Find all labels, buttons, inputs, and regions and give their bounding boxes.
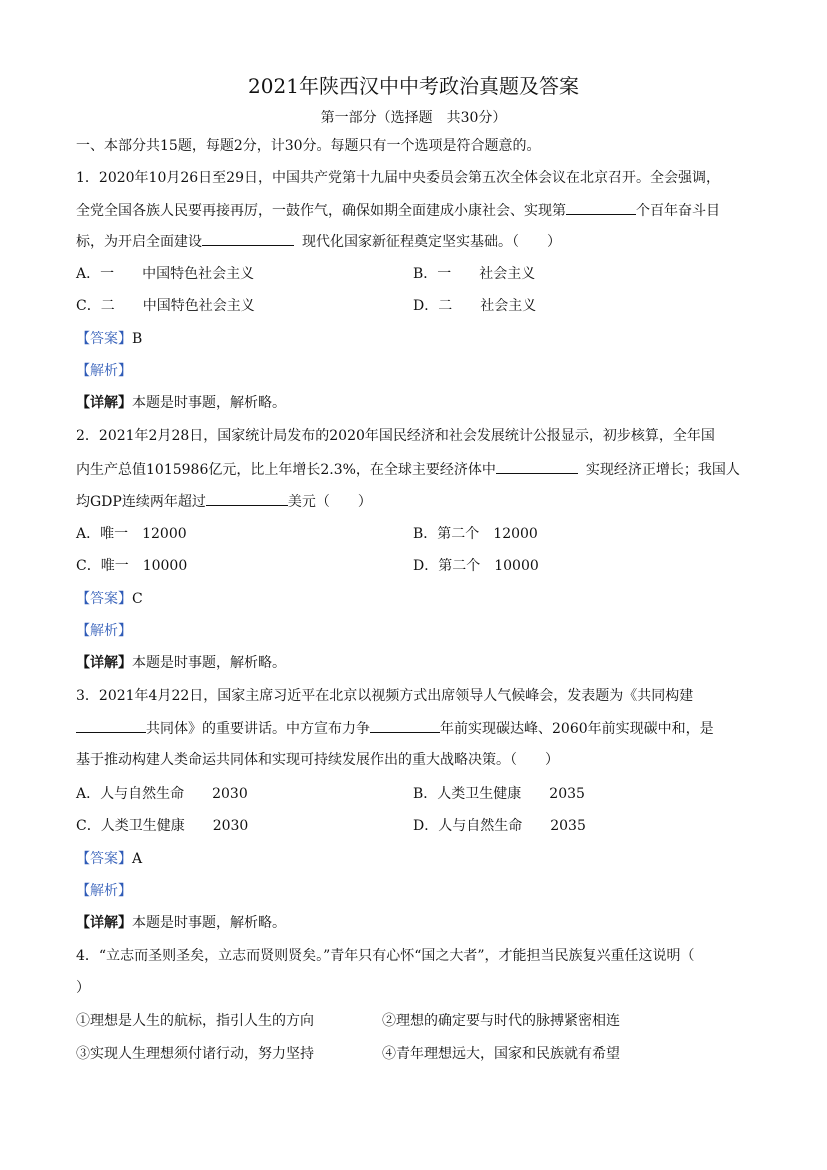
q2-detail-text: 本题是时事题，解析略。 [132, 655, 286, 671]
q3-option-d: D．人与自然生命 2035 [413, 818, 586, 834]
q1-answer-label: 【答案】 [76, 331, 132, 347]
q2-option-a: A．唯一 12000 [76, 526, 187, 542]
q2-analysis-label: 【解析】 [76, 623, 132, 639]
q3-blank-2 [370, 718, 440, 733]
q1-analysis [76, 361, 756, 381]
q1-analysis-label: 【解析】 [76, 363, 132, 379]
q3-detail [76, 913, 756, 933]
q2-option-b: B．第二个 12000 [413, 526, 538, 542]
q2-line-2 [76, 459, 756, 480]
q4-line-1: 4．“立志而圣则圣矣，立志而贤则贤矣。”青年只有心怀“国之大者”，才能担当民族复兴重任这说明（ [76, 948, 695, 964]
q3-answer-value: A [132, 851, 143, 867]
q1-line-3-part-2: 现代化国家新征程奠定坚实基础。（ ） [302, 234, 561, 250]
q3-analysis-label: 【解析】 [76, 883, 132, 899]
q1-option-a: A．一 中国特色社会主义 [76, 266, 255, 282]
q1-option-c: C．二 中国特色社会主义 [76, 298, 255, 314]
q2-answer [76, 589, 756, 609]
q4-item-2: ②理想的确定要与时代的脉搏紧密相连 [382, 1013, 620, 1029]
q2-answer-value: C [132, 591, 143, 607]
q2-detail [76, 653, 756, 673]
q3-option-a: A．人与自然生命 2030 [76, 786, 248, 802]
q1-line-2-part-1: 全党全国各族人民要再接再厉，一鼓作气，确保如期全面建成小康社会、实现第 [76, 203, 566, 219]
q3-line-3: 基于推动构建人类命运共同体和实现可持续发展作出的重大战略决策。（ ） [76, 752, 559, 768]
q1-line-2-part-2: 个百年奋斗目 [636, 203, 720, 219]
q4-item-3: ③实现人生理想须付诸行动，努力坚持 [76, 1046, 314, 1062]
q4-item-1: ①理想是人生的航标，指引人生的方向 [76, 1013, 314, 1029]
q3-line-2 [76, 718, 756, 739]
q2-detail-label: 【详解】 [76, 655, 132, 671]
q3-detail-text: 本题是时事题，解析略。 [132, 915, 286, 931]
q1-line-1: 1．2020年10月26日至29日，中国共产党第十九届中央委员会第五次全体会议在北京召开。全会强调， [76, 170, 720, 186]
q1-option-b: B．一 社会主义 [413, 266, 536, 282]
q1-blank-1 [566, 200, 636, 215]
q2-option-c: C．唯一 10000 [76, 558, 188, 574]
page-title: 2021年陕西汉中中考政治真题及答案 [248, 74, 579, 98]
q1-detail-label: 【详解】 [76, 395, 132, 411]
q2-line-1: 2．2021年2月28日，国家统计局发布的2020年国民经济和社会发展统计公报显示，初步核算，全年国 [76, 428, 715, 444]
q2-line-3 [76, 491, 756, 512]
q3-detail-label: 【详解】 [76, 915, 132, 931]
q1-answer-value: B [132, 331, 143, 347]
q1-line-3 [76, 231, 756, 252]
q2-line-3-part-2: 美元（ ） [287, 494, 372, 510]
instruction: 一、本部分共15题，每题2分，计30分。每题只有一个选项是符合题意的。 [76, 138, 541, 154]
q3-line-1: 3．2021年4月22日，国家主席习近平在北京以视频方式出席领导人气候峰会，发表题为《共同构建 [76, 688, 694, 704]
q3-line-2-part-2: 年前实现碳达峰、2060年前实现碳中和，是 [440, 721, 714, 737]
q2-blank-2 [206, 491, 288, 506]
q3-option-b: B．人类卫生健康 2035 [413, 786, 585, 802]
q3-analysis [76, 881, 756, 901]
q2-option-d: D．第二个 10000 [413, 558, 539, 574]
q2-line-2-part-2: 实现经济正增长；我国人 [585, 462, 740, 478]
q1-answer [76, 329, 756, 349]
q2-line-3-part-1: 均GDP连续两年超过 [76, 494, 206, 510]
q1-detail [76, 393, 756, 413]
q3-line-2-part-1: 共同体》的重要讲话。中方宣布力争 [146, 721, 370, 737]
q4-line-2: ） [76, 980, 90, 996]
q1-line-3-part-1: 标，为开启全面建设 [76, 234, 202, 250]
q1-blank-2 [202, 231, 294, 246]
q4-item-4: ④青年理想远大，国家和民族就有希望 [382, 1046, 620, 1062]
q3-blank-1 [76, 718, 146, 733]
q2-answer-label: 【答案】 [76, 591, 132, 607]
q1-option-d: D．二 社会主义 [413, 298, 537, 314]
section-title: 第一部分（选择题 共30分） [320, 110, 507, 126]
q1-detail-text: 本题是时事题，解析略。 [132, 395, 286, 411]
q3-answer [76, 849, 756, 869]
q2-line-2-part-1: 内生产总值1015986亿元，比上年增长2.3%，在全球主要经济体中 [76, 462, 496, 478]
q1-line-2 [76, 200, 756, 221]
q2-blank-1 [496, 459, 578, 474]
q3-answer-label: 【答案】 [76, 851, 132, 867]
q3-option-c: C．人类卫生健康 2030 [76, 818, 249, 834]
q2-analysis [76, 621, 756, 641]
